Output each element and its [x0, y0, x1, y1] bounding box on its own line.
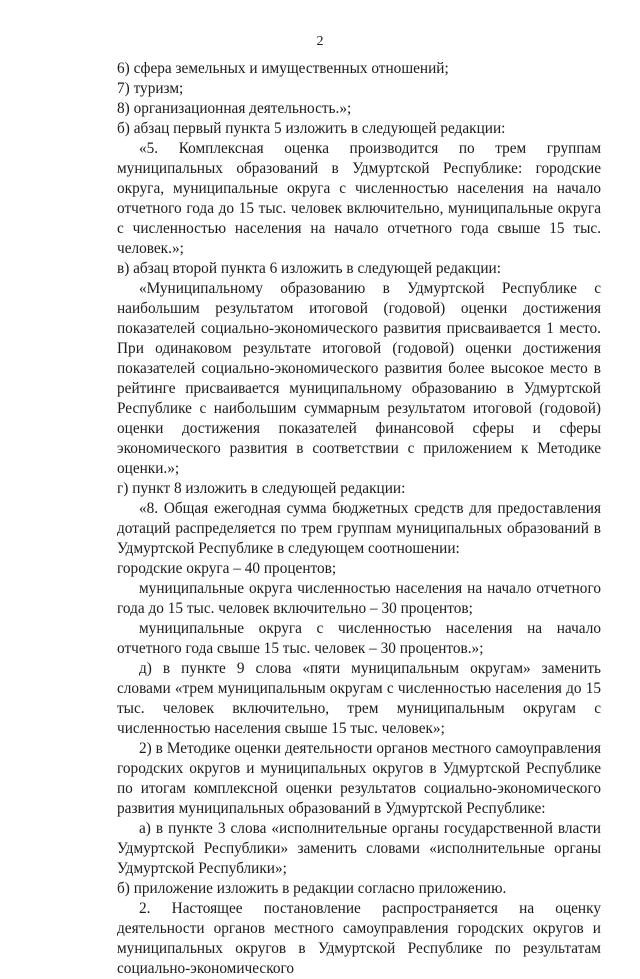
- paragraph: «8. Общая ежегодная сумма бюджетных средств для предоставления дотаций распределяется по трем группам муниципальных образований в Удмуртской Республике в следующем соотношении:: [117, 500, 601, 557]
- paragraph: «5. Комплексная оценка производится по трем группам муниципальных образований в Удмуртской Республике: городские округа, муниципальные округа с численностью населения на начало отчетного года до 15 тыс. человек включительно, муниципальные округа с численностью населения на начало отчетного года свыше 15 тыс. человек.»;: [117, 140, 601, 257]
- document-body: [117, 59, 601, 979]
- paragraph: муниципальные округа численностью населения на начало отчетного года до 15 тыс. человек включительно – 30 процентов;: [117, 580, 601, 617]
- paragraph: муниципальные округа с численностью населения на начало отчетного года свыше 15 тыс. человек – 30 процентов.»;: [117, 620, 601, 657]
- paragraph: 7) туризм;: [117, 80, 184, 97]
- paragraph: 8) организационная деятельность.»;: [117, 100, 352, 117]
- paragraph: б) абзац первый пункта 5 изложить в следующей редакции:: [117, 120, 506, 137]
- paragraph: 2) в Методике оценки деятельности органов местного самоуправления городских округов и муниципальных округов в Удмуртской Республике по итогам комплексной оценки результатов социально-экономического развития муниципальных образований в Удмуртской Республике:: [117, 740, 601, 817]
- paragraph: городские округа – 40 процентов;: [117, 560, 337, 577]
- paragraph: 6) сфера земельных и имущественных отношений;: [117, 60, 449, 77]
- paragraph: д) в пункте 9 слова «пяти муниципальным округам» заменить словами «трем муниципальным округам с численностью населения до 15 тыс. человек включительно, трем муниципальным округам с численностью населения свыше 15 тыс. человек»;: [117, 660, 601, 737]
- paragraph: г) пункт 8 изложить в следующей редакции:: [117, 480, 406, 497]
- paragraph: «Муниципальному образованию в Удмуртской Республике с наибольшим результатом итоговой (годовой) оценки достижения показателей социально-экономического развития присваивается 1 место. При одинаковом результате итоговой (годовой) оценки достижения показателей социально-экономического развития более высокое место в рейтинге присваивается муниципальному образованию в Удмуртской Республике с наибольшим суммарным результатом итоговой (годовой) оценки достижения показателей финансовой сферы и сферы экономического развития в соответствии с приложением к Методике оценки.»;: [117, 280, 601, 477]
- paragraph: 2. Настоящее постановление распространяется на оценку деятельности органов местного самоуправления городских округов и муниципальных округов в Удмуртской Республике по результатам социально-экономического: [117, 900, 601, 977]
- paragraph: б) приложение изложить в редакции согласно приложению.: [117, 880, 507, 897]
- page-number: 2: [316, 34, 324, 49]
- paragraph: а) в пункте 3 слова «исполнительные органы государственной власти Удмуртской Республики» заменить словами «исполнительные органы Удмуртской Республики»;: [117, 820, 601, 877]
- paragraph: в) абзац второй пункта 6 изложить в следующей редакции:: [117, 260, 501, 277]
